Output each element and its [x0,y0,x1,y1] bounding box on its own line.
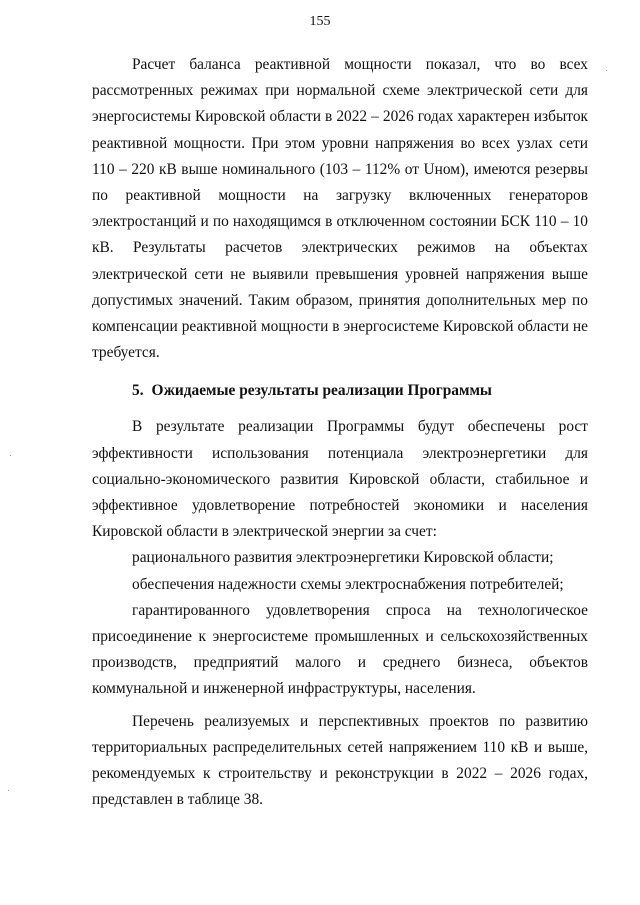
scan-speck [606,70,607,71]
list-item-rational-development: рационального развития электроэнергетики Кировской области; [132,549,554,567]
section-title: Ожидаемые результаты реализации Программы [151,382,492,400]
list-item-reliability: обеспечения надежности схемы электроснабжения потребителей; [132,575,564,593]
page-number: 155 [309,14,331,29]
paragraph-projects-list: Перечень реализуемых и перспективных проектов по развитию территориальных распределительных сетей напряжением 110 кВ и выше, рекомендуемых к строительству и реконструкции в 2022 – 2026 годах, представлен в таблице 38. [92,712,588,809]
list-item-guaranteed-demand: гарантированного удовлетворения спроса на технологическое присоединение к энергосистеме промышленных и сельскохозяйственных производств, предприятий малого и среднего бизнеса, объектов коммунальной и инженерной инфраструктуры, населения. [92,601,588,698]
scan-speck [8,790,9,791]
section-heading [92,378,588,404]
paragraph-reactive-power-balance: Расчет баланса реактивной мощности показал, что во всех рассмотренных режимах при нормальной схеме электрической сети для энергосистемы Кировской области в 2022 – 2026 годах характерен избыток реактивной мощности. При этом уровни напряжения во всех узлах сети 110 – 220 кВ выше номинального (103 – 112% от Uном), имеются резервы по реактивной мощности на загрузку включенных генераторов электростанций и по находящимся в отключенном состоянии БСК 110 – 10 кВ. Результаты расчетов электрических режимов на объектах электрической сети не выявили превышения уровней напряжения выше допустимых значений. Таким образом, принятия дополнительных мер по компенсации реактивной мощности в энергосистеме Кировской области не требуется. [92,56,588,362]
document-body [92,52,588,813]
paragraph-program-results: В результате реализации Программы будут обеспечены рост эффективности использования потенциала электроэнергетики для социально-экономического развития Кировской области, стабильное и эффективное удовлетворение потребностей экономики и населения Кировской области в электрической энергии за счет: [92,418,588,541]
scan-speck [10,455,11,456]
section-number: 5. [132,382,144,400]
